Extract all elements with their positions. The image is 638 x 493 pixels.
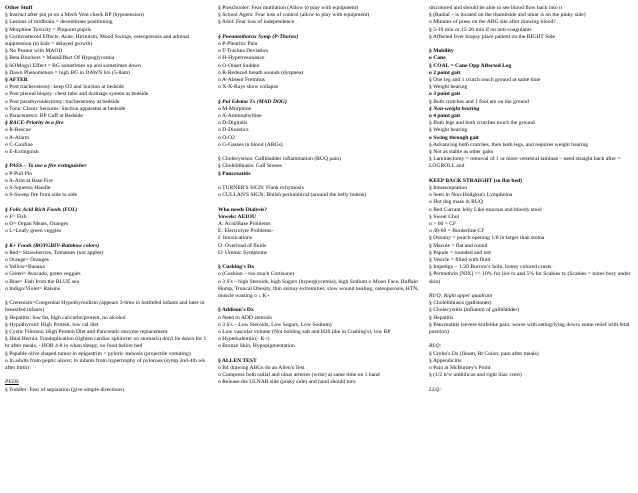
text-line: § COAL = Cane Opp Affected Leg bbox=[429, 62, 512, 69]
text-line: o Bronze Skin, Hypopigmentation bbox=[218, 343, 295, 350]
text-line: § 5-10 min or 15-20 min if on anti-coagulants bbox=[429, 26, 532, 33]
text-line: o Compress both radial and ulnar arteries (wrist) at same time on 1 hand bbox=[218, 372, 380, 379]
text-line: § Hepatitis: low fat, high cal/carbs/protein, no alcohol bbox=[5, 314, 126, 321]
text-line: o > 60 = CF bbox=[429, 221, 457, 228]
text-line: o Red= Strawberries, Tomatoes (not apples) bbox=[5, 249, 104, 256]
text-line: o Swing through gait bbox=[429, 134, 479, 141]
text-line: § Dawn Phenomenon = high BG in DAWN hrs (5-8am) bbox=[5, 69, 130, 76]
text-line: § (1/2 b/w umbilicus and right iliac crest) bbox=[429, 372, 522, 379]
text-line: § Pul Edema Tx (MAD DOG) bbox=[218, 98, 287, 105]
text-line: Vowels: AEIOU bbox=[218, 213, 256, 220]
text-line: o Hyperkalemia (- K+) bbox=[218, 336, 270, 343]
text-line: O: Overload of fluids bbox=[218, 242, 267, 249]
text-line: o P-Pull Pin bbox=[5, 170, 33, 177]
text-line: o R-Rescue bbox=[5, 127, 31, 134]
text-line: o M-Morphine bbox=[218, 105, 252, 112]
text-line: § Lesions of midbrain = decerebrate positioning bbox=[5, 19, 113, 26]
text-line: o 40-60 = Borderline CF bbox=[429, 228, 485, 235]
text-line: o TURNER'S SIGN: Flank echymosis bbox=[218, 185, 304, 192]
text-line: § ALLEN TEST bbox=[218, 357, 257, 364]
text-line: § Sweat Chol bbox=[429, 213, 460, 220]
text-line: § No Peanut with MAOI) bbox=[5, 48, 63, 55]
text-line bbox=[218, 199, 421, 206]
text-line: § Beta Blockers = MaskEffect Of Hypoglycemia bbox=[5, 55, 115, 62]
text-line: § Cholelithiasis: Gall Stones bbox=[218, 163, 282, 170]
text-line: o (Cushion – too much Cortisone) bbox=[218, 271, 295, 278]
text-line: o G-Gasses in blood (ABGs) bbox=[218, 141, 283, 148]
text-line: § Ostomy = pouch opening 1/8 in larger than stoma bbox=[429, 235, 545, 242]
text-line: o Pain at McBurney's Point bbox=[429, 365, 491, 372]
text-line: o Hot dog mass in RUQ bbox=[429, 199, 483, 206]
text-line: § Papule = rounded and red bbox=[429, 249, 491, 256]
text-line: LLQ: bbox=[429, 386, 442, 393]
text-line: o L=Leafy green veggies bbox=[5, 228, 62, 235]
text-line bbox=[5, 372, 210, 379]
text-line bbox=[429, 171, 633, 178]
text-line bbox=[218, 351, 421, 358]
text-line: o Minutes of press on the ABG site after drawing blood? bbox=[429, 19, 556, 26]
text-line: § Pancreatitis bbox=[218, 170, 251, 177]
text-line: o In adults from peptic ulcers; in infants from hypertrophy of pylorous (symp 2nd-4th wk after birth) bbox=[5, 357, 206, 372]
text-line: o Post parathyroidectomy: tracheostomy at bedside bbox=[5, 98, 120, 105]
text-line: § Cushing's Dx bbox=[218, 264, 255, 271]
text-line bbox=[218, 27, 421, 34]
text-line: o S-Sweep fire from side to side bbox=[5, 192, 78, 199]
text-line: o Indigo/Violet= Raisins bbox=[5, 285, 61, 292]
text-line: § Advancing both crutches, then both legs, and requires weight bearing bbox=[429, 141, 589, 148]
text-line: § Morphine Toxicity = Pinpoint pupils bbox=[5, 26, 92, 33]
text-line: RLQ: bbox=[429, 343, 442, 350]
text-line: A: Acid/Base Problems bbox=[218, 221, 271, 228]
text-line: o Tonic Clonic Seizures: Suction apparatus at bedside bbox=[5, 105, 126, 112]
text-line: o T-Trachea Deviation bbox=[218, 48, 269, 55]
text-line bbox=[5, 199, 210, 206]
text-line: § Hepatitis bbox=[429, 314, 454, 321]
text-line: § Crohn's Dx (Ileum, Rt Colon; pain after meals) bbox=[429, 350, 539, 357]
text-line bbox=[5, 156, 210, 163]
text-line bbox=[218, 91, 421, 98]
text-line: o A-Aminophylline bbox=[218, 113, 262, 120]
text-line: RUQ: Right upper quadrant bbox=[429, 293, 493, 300]
text-line: § SOMogyi Effect = BG sometimes up and sometimes down bbox=[5, 62, 141, 69]
text-line: § One leg and 1 crutch touch ground at same time bbox=[429, 77, 541, 84]
text-line: PEDS bbox=[5, 379, 19, 386]
text-line bbox=[218, 257, 421, 264]
text-line: E: Electrolyte Problems- bbox=[218, 228, 274, 235]
text-line: o Post tracheostomy: keep O2 and Suction at bedside bbox=[5, 84, 125, 91]
text-line: § Cystic Fibrosis: High Protein Diet and Pancreatic enzyme replacement bbox=[5, 329, 168, 336]
text-line: § Instruct after put pt on a Mech Vent check BP (hypotension) bbox=[5, 12, 144, 19]
text-line: § Permethrin [NIX] => 10% for lice tx and 5% for Scabies tx (Scabies = mites bury under skin) bbox=[429, 271, 631, 285]
text-line: § Weight bearing bbox=[429, 127, 468, 134]
text-line: o Yellow=Banana bbox=[5, 264, 45, 271]
text-line: § Adol: Fear loss of independence bbox=[218, 19, 295, 26]
text-line: U: Uremic Symptoms bbox=[218, 249, 268, 256]
text-line: o R-Reduced breath sounds (dyspnea) bbox=[218, 69, 304, 76]
text-line bbox=[5, 235, 210, 242]
text-line: § Toddler: Fear of separation (give simple directions) bbox=[5, 386, 125, 393]
column-middle bbox=[218, 5, 421, 489]
text-line: § Weight bearing bbox=[429, 84, 468, 91]
text-line: o 3 S's – Low Steroids, Low Sugars, Low Sodium) bbox=[218, 321, 332, 328]
text-line: o Low vascular volume (Not holding salt and H20 like in Cushing's), low BP bbox=[218, 329, 391, 336]
text-line: Who needs Dialysis? bbox=[218, 206, 268, 213]
text-line: § RACE-Priority in a fire bbox=[5, 120, 64, 127]
text-line bbox=[218, 178, 421, 185]
text-line: § Preschooler: Fear mutilation (Allow to play with equipment) bbox=[218, 5, 359, 11]
text-line: o 4 point gait bbox=[429, 113, 461, 120]
text-line: o Seen in Non-Hodgkin's Lymphoma bbox=[429, 192, 513, 199]
text-line: § Hypothyroid: High Protein, low cal diet bbox=[5, 321, 99, 328]
text-line: o Orange= Oranges bbox=[5, 257, 49, 264]
text-line: o E-Extinguish bbox=[5, 149, 39, 156]
column-right bbox=[429, 5, 633, 489]
text-line: o S-Squeeze Handle bbox=[5, 185, 51, 192]
text-line: § Cholelithiasis (gallstones) bbox=[429, 300, 492, 307]
text-line: § Impetigo – 1:20 Burrow's Soln, honey colored crusts bbox=[429, 264, 552, 271]
text-line: o Release the ULNAR side (pinky side) and hand should turn bbox=[218, 379, 356, 386]
text-line: § Not as stable as other gaits bbox=[429, 149, 494, 156]
text-line: o A-Aim at Base Fire bbox=[5, 177, 53, 184]
text-line: § Cretenism=Congenital Hypothyroidism (appears 3-6mo in bottlefed infants and later in breastfed infants) bbox=[5, 300, 205, 314]
text-line: § Vesicle = filled with fluid bbox=[429, 257, 491, 264]
text-line: § AFTER bbox=[5, 77, 28, 84]
text-line: o CULLAN'S SIGN: Bluish periumbical (around the belly button) bbox=[218, 192, 367, 199]
text-line: o Cane bbox=[429, 55, 446, 62]
text-line: o P-Pleuritic Pain bbox=[218, 41, 258, 47]
text-line: o Green= Avocado, green veggies bbox=[5, 271, 81, 278]
text-line: o D-Diuretics bbox=[218, 127, 249, 134]
text-line: § Appendicitis bbox=[429, 357, 462, 364]
text-line: o O-Onset Sudden bbox=[218, 62, 260, 69]
text-line: KEEP BACK STRAIGHT (so flat bed) bbox=[429, 177, 522, 184]
text-line: o Paracentesis: BP Cuff at Bedside bbox=[5, 113, 83, 120]
text-line: § Hital Hernia: Fundoplication (tighten cardiac sphincter on stomach) don't lie down for 1 hr after meals, - HOB 4-8 in when sleepy, no food before bed bbox=[5, 336, 207, 350]
text-line: § Mobility bbox=[429, 48, 454, 55]
text-line: § Non-weight bearing bbox=[429, 105, 480, 112]
text-line: § Pneumothorax Symp (P-Thorax) bbox=[218, 33, 299, 40]
text-line: o A-Alarm bbox=[5, 134, 30, 141]
text-line bbox=[429, 336, 633, 343]
text-line: o A-Absent Fremitus bbox=[218, 77, 265, 84]
text-line: § Addison's Dx bbox=[218, 307, 254, 314]
text-line bbox=[218, 300, 421, 307]
text-line: o 3 S's – high Steroids, high Sugars (hyperglycemia), high Sodium o Moon Face, Buffalo Hump, Truncal Obesity, thin skinny extremities, slow wound healing, osteoporosis, HTN, muscle wasting o ↓ K+ bbox=[218, 278, 419, 300]
text-line: § (Radial – is located on the thumbside and ulnar is on the pinky side) bbox=[429, 12, 586, 19]
text-line: § K+ Foods (ROYGBIV-Rainbow colors) bbox=[5, 242, 100, 249]
text-line: o O-O2 bbox=[218, 134, 235, 141]
text-line: o Post pleural biopsy: chest tube and drainage system at bedside bbox=[5, 91, 149, 98]
text-line: § Folic Acid Rich Foods (FOL) bbox=[5, 206, 78, 213]
text-line: o Red Currant Jelly Like mucous and bloody stool bbox=[429, 206, 542, 213]
text-line: § Macule = flat and round bbox=[429, 242, 488, 249]
text-line bbox=[429, 286, 633, 293]
text-line: o Need to ADD steroids bbox=[218, 314, 272, 321]
text-line bbox=[429, 380, 633, 387]
text-line: o O= Organ Meats, Oranges bbox=[5, 221, 69, 228]
text-line: § Laminectomy = removal of 1 or more vertebral laminae – need straight back after = LOGROLL and bbox=[429, 156, 621, 170]
text-line: o 2 point gait bbox=[429, 69, 461, 76]
text-line: o D-Digitalis bbox=[218, 120, 248, 127]
text-line: § Corticosteroid Effects: Acne, Hirituism, Mood Swings, osteoporosis and adrenal suppression (in kids = delayed growth) bbox=[5, 33, 190, 48]
text-line: o 3 point gait bbox=[429, 91, 461, 98]
text-line: o F= Fish bbox=[5, 213, 27, 220]
text-line: o X-X-Rays show collapse bbox=[218, 84, 279, 91]
text-line: § PASS – To use a fire extinguisher bbox=[5, 163, 87, 170]
text-line: § Affected liver biopsy place patient on the RIGHT Side bbox=[429, 33, 556, 40]
text-line: § School Agers: Fear loss of control (allow to play with equipment) bbox=[218, 12, 370, 19]
text-line: § Cholecystitis (inflamm of gallbladder) bbox=[429, 307, 520, 314]
text-line: o Blue= Fish from the BLUE sea bbox=[5, 278, 79, 285]
text-line: § Cholecystisis: Gallbladder inflammation (RUQ pain) bbox=[218, 156, 341, 163]
text-line: o B4 drawing ABGs do an Allen's Test bbox=[218, 365, 305, 372]
text-line: § Intussceptation bbox=[429, 185, 468, 192]
text-line: Other Stuff bbox=[5, 5, 33, 11]
text-line bbox=[429, 41, 633, 48]
text-line: o C-Confine bbox=[5, 141, 33, 148]
text-line: discolored and should be able to see blood flow back into it bbox=[429, 5, 563, 11]
text-line: I: Intoxications bbox=[218, 235, 253, 242]
text-line: § Papable olive shaped tumor in epigastrim = pyloric stenosis (projectile vomiting) bbox=[5, 350, 191, 357]
column-left bbox=[5, 5, 210, 489]
text-line: o H-Hyperresonance bbox=[218, 55, 265, 62]
text-line: § Pancreatitis (severe knifelike pain; worse with eating/lying down; some relief with fetal position) bbox=[429, 321, 630, 336]
text-line: § Both crutches and 1 foot are on the ground bbox=[429, 98, 529, 105]
text-line: § Both legs and both crutches touch the ground bbox=[429, 120, 535, 127]
document-page bbox=[5, 5, 633, 489]
